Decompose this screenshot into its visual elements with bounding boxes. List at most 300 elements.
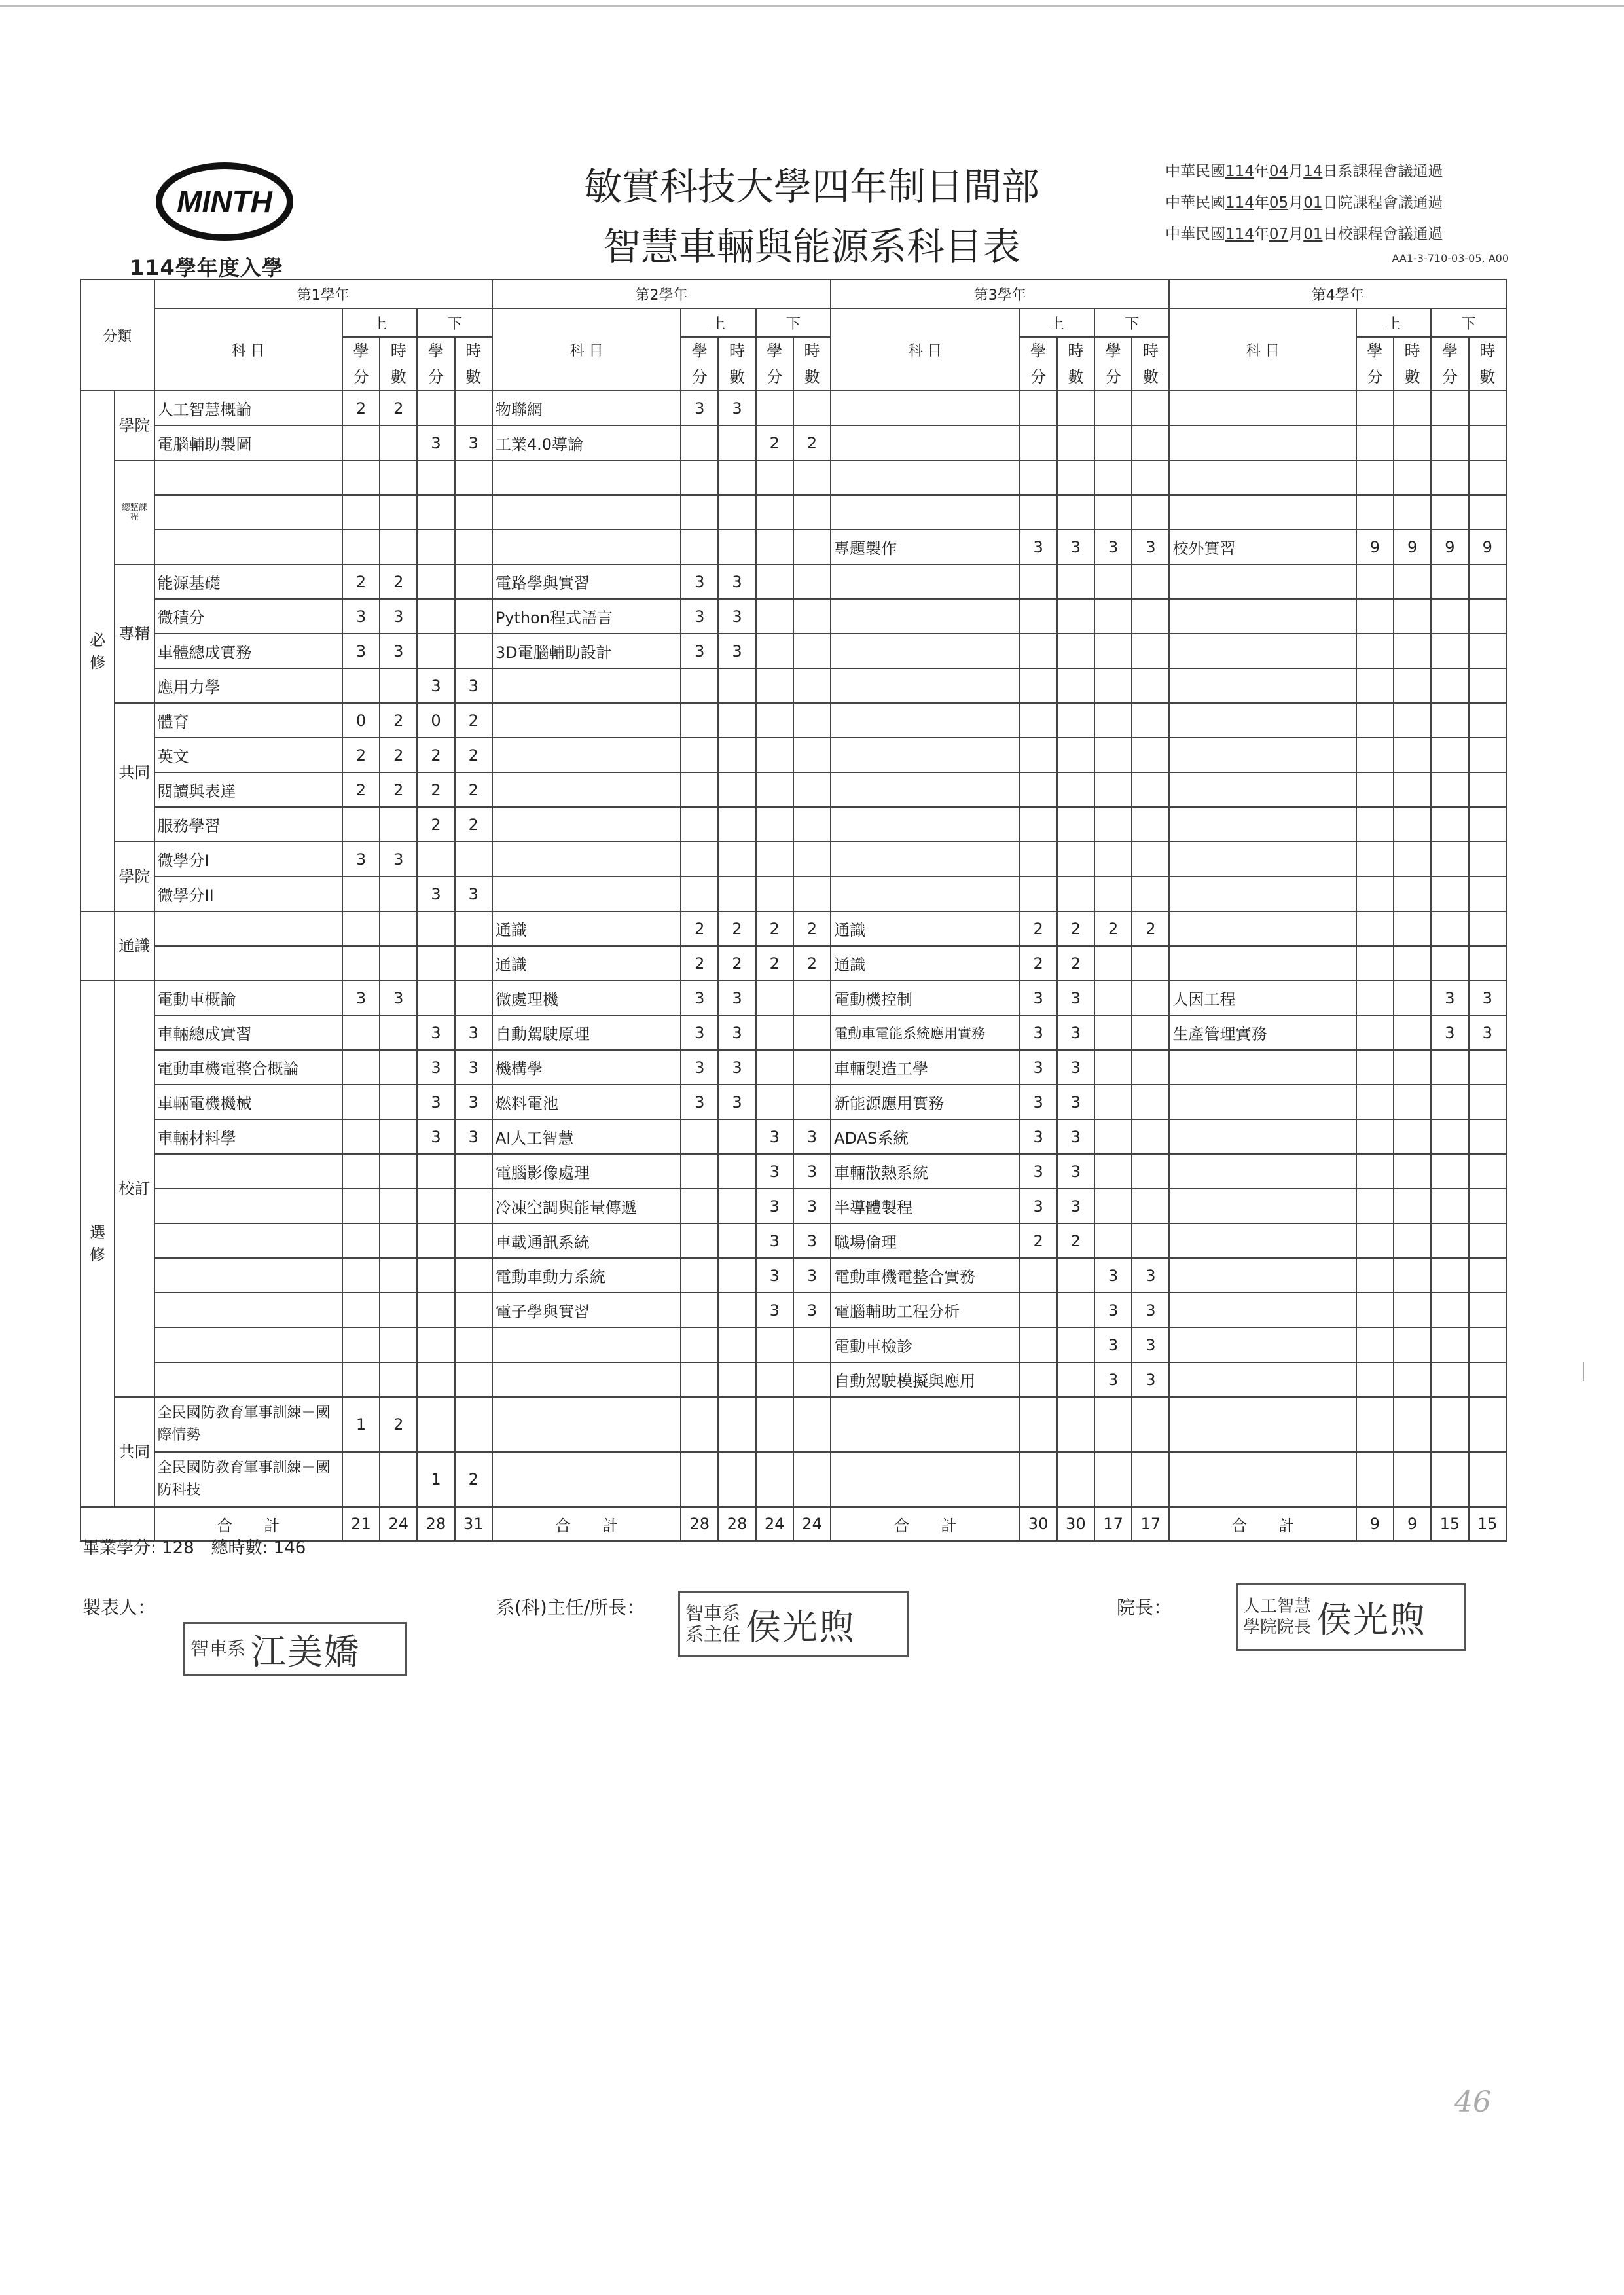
credit-header: 學 分	[756, 337, 793, 391]
chair-stamp-title: 智車系 系主任	[685, 1602, 741, 1645]
hours-cell	[718, 425, 755, 460]
total-cell: 9	[1394, 1507, 1431, 1541]
total-cell: 15	[1469, 1507, 1507, 1541]
credit-cell: 3	[1094, 1293, 1132, 1328]
course-name: 電動車機電整合實務	[831, 1258, 1019, 1293]
hours-cell: 3	[1132, 1362, 1169, 1397]
hours-cell: 3	[380, 634, 417, 668]
hours-cell: 2	[380, 1397, 417, 1452]
credit-cell: 3	[417, 1050, 454, 1085]
maker-stamp-name: 江美嬌	[251, 1631, 361, 1672]
hours-cell	[1057, 1293, 1094, 1328]
hours-cell: 2	[380, 772, 417, 807]
hours-cell: 2	[455, 772, 492, 807]
course-name: ADAS系統	[831, 1119, 1019, 1154]
hours-cell	[380, 1015, 417, 1050]
hours-cell	[793, 1085, 831, 1119]
hours-cell	[718, 1154, 755, 1189]
elective-category: 選修	[81, 981, 115, 1507]
credit-cell: 3	[1019, 530, 1056, 564]
credit-cell: 2	[342, 391, 380, 425]
hours-cell	[1132, 1015, 1169, 1050]
minth-logo	[156, 162, 293, 241]
credit-header: 學 分	[1356, 337, 1394, 391]
common-subcategory: 共同	[115, 703, 154, 842]
hours-cell	[380, 807, 417, 842]
subject-header: 科 目	[831, 308, 1019, 391]
credit-cell: 3	[681, 981, 718, 1015]
course-name: 冷凍空調與能量傳遞	[492, 1189, 681, 1223]
chair-label: 系(科)主任/所長：	[496, 1597, 645, 1618]
course-name: 物聯網	[492, 391, 681, 425]
credit-cell	[681, 1119, 718, 1154]
course-name: AI人工智慧	[492, 1119, 681, 1154]
hours-cell	[718, 1189, 755, 1223]
college-subcategory: 學院	[115, 391, 154, 460]
course-name: 閱讀與表達	[154, 772, 342, 807]
credit-header: 學 分	[342, 337, 380, 391]
course-name: Python程式語言	[492, 599, 681, 634]
hours-cell	[455, 1397, 492, 1452]
hours-cell	[793, 634, 831, 668]
page-number: 46	[1454, 2086, 1491, 2119]
hours-cell: 3	[1057, 1050, 1094, 1085]
hours-cell	[380, 668, 417, 703]
year-1-header: 第1學年	[154, 280, 492, 308]
credit-cell	[1019, 1362, 1056, 1397]
hours-cell	[718, 1258, 755, 1293]
credit-cell: 9	[1356, 530, 1394, 564]
table-row	[81, 634, 1506, 668]
upper-semester: 上	[1019, 308, 1094, 337]
credit-cell: 2	[756, 946, 793, 981]
course-name: 人因工程	[1169, 981, 1356, 1015]
elective-common-subcategory: 共同	[115, 1397, 154, 1507]
course-table	[80, 279, 1507, 1542]
lower-semester: 下	[756, 308, 831, 337]
hours-cell: 3	[1469, 981, 1507, 1015]
hours-cell	[1132, 1119, 1169, 1154]
credit-cell	[756, 634, 793, 668]
hours-cell	[1057, 1258, 1094, 1293]
micro-credit-subcategory: 學院	[115, 842, 154, 911]
hours-cell	[718, 1293, 755, 1328]
table-row	[81, 495, 1506, 530]
header-row-years	[81, 280, 1506, 308]
approval-notes	[1165, 156, 1545, 250]
credit-cell: 2	[756, 425, 793, 460]
credit-header: 學 分	[417, 337, 454, 391]
course-name: 電動車機電整合概論	[154, 1050, 342, 1085]
course-name: 電子學與實習	[492, 1293, 681, 1328]
credit-cell: 3	[1094, 1328, 1132, 1362]
hours-cell: 3	[455, 1015, 492, 1050]
credit-cell	[417, 981, 454, 1015]
table-row	[81, 981, 1506, 1015]
hours-header: 時 數	[380, 337, 417, 391]
hours-header: 時 數	[1132, 337, 1169, 391]
total-cell: 17	[1094, 1507, 1132, 1541]
hours-cell	[455, 981, 492, 1015]
school-subcategory: 校訂	[115, 981, 154, 1397]
table-row	[81, 772, 1506, 807]
credit-cell: 2	[1094, 911, 1132, 946]
subject-header: 科 目	[1169, 308, 1356, 391]
year-2-header: 第2學年	[492, 280, 831, 308]
dean-label: 院長：	[1117, 1597, 1172, 1618]
course-name: 半導體製程	[831, 1189, 1019, 1223]
hours-cell: 3	[718, 634, 755, 668]
credit-cell: 3	[1019, 1050, 1056, 1085]
credit-cell	[681, 1258, 718, 1293]
hours-cell	[380, 1085, 417, 1119]
credit-cell	[342, 1085, 380, 1119]
hours-cell: 3	[1057, 1189, 1094, 1223]
credit-cell: 3	[1094, 530, 1132, 564]
hours-cell: 3	[1057, 1154, 1094, 1189]
upper-semester: 上	[1356, 308, 1432, 337]
credit-cell	[417, 564, 454, 599]
total-cell: 30	[1057, 1507, 1094, 1541]
course-name: 電腦影像處理	[492, 1154, 681, 1189]
course-name: 電腦輔助製圖	[154, 425, 342, 460]
course-name: 車輛製造工學	[831, 1050, 1019, 1085]
upper-semester: 上	[342, 308, 418, 337]
logo-text: MINTH	[177, 185, 272, 219]
hours-cell: 3	[455, 425, 492, 460]
hours-cell	[1057, 1362, 1094, 1397]
hours-cell	[380, 1050, 417, 1085]
credit-cell: 3	[756, 1154, 793, 1189]
hours-cell: 9	[1394, 530, 1431, 564]
hours-cell: 3	[1057, 1085, 1094, 1119]
hours-cell: 3	[718, 1015, 755, 1050]
hours-cell	[455, 634, 492, 668]
table-row	[81, 599, 1506, 634]
course-name: 車輛電機機械	[154, 1085, 342, 1119]
hours-header: 時 數	[793, 337, 831, 391]
credit-cell: 3	[417, 668, 454, 703]
hours-cell	[1132, 1050, 1169, 1085]
course-name: 通識	[492, 911, 681, 946]
credit-cell	[1019, 1293, 1056, 1328]
credit-cell: 3	[1094, 1258, 1132, 1293]
course-name: 微學分II	[154, 876, 342, 911]
year-3-header: 第3學年	[831, 280, 1169, 308]
hours-cell: 3	[455, 876, 492, 911]
table-row	[81, 842, 1506, 876]
hours-header: 時 數	[718, 337, 755, 391]
credit-cell	[417, 1397, 454, 1452]
table-row	[81, 1154, 1506, 1189]
hours-cell: 2	[380, 564, 417, 599]
course-name: 服務學習	[154, 807, 342, 842]
credit-cell	[342, 668, 380, 703]
total-cell: 9	[1356, 1507, 1394, 1541]
credit-cell	[342, 425, 380, 460]
hours-cell: 2	[1057, 946, 1094, 981]
hours-cell: 3	[1132, 1328, 1169, 1362]
course-name: 工業4.0導論	[492, 425, 681, 460]
total-label: 合 計	[831, 1507, 1019, 1541]
credit-cell	[1094, 1050, 1132, 1085]
hours-cell: 3	[380, 842, 417, 876]
course-name: 電動車動力系統	[492, 1258, 681, 1293]
credit-cell: 2	[417, 772, 454, 807]
credit-cell: 3	[681, 564, 718, 599]
course-name: 車輛總成實習	[154, 1015, 342, 1050]
hours-cell: 3	[718, 981, 755, 1015]
hours-cell: 2	[380, 391, 417, 425]
capstone-subcategory: 總整課程	[115, 460, 154, 564]
credit-cell	[342, 807, 380, 842]
credit-cell: 2	[1019, 911, 1056, 946]
credit-cell: 3	[1019, 1085, 1056, 1119]
credit-cell: 2	[681, 911, 718, 946]
course-name: 微學分I	[154, 842, 342, 876]
table-row	[81, 564, 1506, 599]
total-label: 合 計	[1169, 1507, 1356, 1541]
credit-cell: 2	[681, 946, 718, 981]
total-cell: 24	[756, 1507, 793, 1541]
hours-cell: 2	[455, 703, 492, 738]
credit-cell: 3	[756, 1223, 793, 1258]
table-row	[81, 876, 1506, 911]
hours-cell: 3	[455, 1119, 492, 1154]
credit-cell: 2	[342, 738, 380, 772]
credit-cell	[1094, 1154, 1132, 1189]
hours-cell: 2	[1057, 1223, 1094, 1258]
hours-cell: 3	[793, 1258, 831, 1293]
course-name: 自動駕駛模擬與應用	[831, 1362, 1019, 1397]
hours-header: 時 數	[1469, 337, 1507, 391]
credit-cell: 3	[1431, 1015, 1468, 1050]
table-row	[81, 668, 1506, 703]
hours-cell	[718, 1119, 755, 1154]
credit-header: 學 分	[1094, 337, 1132, 391]
hours-cell: 3	[793, 1154, 831, 1189]
specialty-subcategory: 專精	[115, 564, 154, 703]
course-name: 應用力學	[154, 668, 342, 703]
credit-cell: 2	[417, 807, 454, 842]
course-name: 電腦輔助工程分析	[831, 1293, 1019, 1328]
required-category: 必修	[81, 391, 115, 911]
lower-semester: 下	[1094, 308, 1170, 337]
total-cell: 21	[342, 1507, 380, 1541]
hours-cell	[793, 564, 831, 599]
credit-cell	[756, 599, 793, 634]
total-label: 合 計	[154, 1507, 342, 1541]
table-row	[81, 1223, 1506, 1258]
credit-cell: 3	[681, 599, 718, 634]
hours-cell	[718, 1223, 755, 1258]
hours-cell: 3	[1057, 1015, 1094, 1050]
credit-cell	[342, 876, 380, 911]
table-row	[81, 1258, 1506, 1293]
credit-cell: 3	[342, 842, 380, 876]
credit-cell: 9	[1431, 530, 1468, 564]
table-row	[81, 460, 1506, 495]
course-name: 自動駕駛原理	[492, 1015, 681, 1050]
credit-cell: 3	[417, 1119, 454, 1154]
credit-cell	[756, 1050, 793, 1085]
hours-cell	[1132, 946, 1169, 981]
table-row	[81, 1293, 1506, 1328]
table-row	[81, 1050, 1506, 1085]
credit-cell: 2	[342, 564, 380, 599]
course-name: 機構學	[492, 1050, 681, 1085]
hours-cell	[1057, 1328, 1094, 1362]
hours-cell	[455, 564, 492, 599]
course-name: 專題製作	[831, 530, 1019, 564]
table-row	[81, 1119, 1506, 1154]
credit-cell	[1094, 1015, 1132, 1050]
hours-cell: 3	[793, 1223, 831, 1258]
credit-header: 學 分	[681, 337, 718, 391]
hours-cell: 2	[455, 807, 492, 842]
course-name: 微積分	[154, 599, 342, 634]
course-name: 車輛散熱系統	[831, 1154, 1019, 1189]
approval-line-1: 中華民國114年04月14日系課程會議通過	[1165, 163, 1443, 180]
table-row	[81, 1189, 1506, 1223]
hours-cell: 2	[380, 703, 417, 738]
credit-cell: 3	[417, 425, 454, 460]
credit-cell: 1	[342, 1397, 380, 1452]
approval-line-2: 中華民國114年05月01日院課程會議通過	[1165, 194, 1443, 211]
lower-semester: 下	[417, 308, 492, 337]
hours-cell: 2	[793, 911, 831, 946]
hours-cell	[1394, 1015, 1431, 1050]
credit-cell	[756, 981, 793, 1015]
dean-stamp-title: 人工智慧 學院院長	[1243, 1597, 1312, 1637]
hours-cell: 3	[1132, 530, 1169, 564]
course-name: 校外實習	[1169, 530, 1356, 564]
hours-cell	[380, 1452, 417, 1507]
course-name: 生產管理實務	[1169, 1015, 1356, 1050]
credit-cell	[756, 1085, 793, 1119]
hours-cell: 3	[1469, 1015, 1507, 1050]
subject-header: 科 目	[492, 308, 681, 391]
year-4-header: 第4學年	[1169, 280, 1506, 308]
top-border-line	[0, 5, 1624, 7]
course-name: 電路學與實習	[492, 564, 681, 599]
credit-cell: 1	[417, 1452, 454, 1507]
hours-cell	[1394, 981, 1431, 1015]
credit-cell	[756, 391, 793, 425]
credit-cell	[342, 1119, 380, 1154]
credit-cell: 3	[342, 634, 380, 668]
hours-cell: 3	[455, 1085, 492, 1119]
hours-cell: 3	[718, 599, 755, 634]
course-name: 通識	[831, 911, 1019, 946]
chair-stamp-name: 侯光煦	[746, 1606, 856, 1648]
hours-cell: 3	[793, 1293, 831, 1328]
hours-cell	[455, 391, 492, 425]
hours-cell	[1132, 1085, 1169, 1119]
table-row	[81, 738, 1506, 772]
hours-cell: 3	[718, 391, 755, 425]
table-row	[81, 391, 1506, 425]
table-row	[81, 946, 1506, 981]
maker-stamp-dept: 智車系	[190, 1638, 246, 1659]
course-name: 英文	[154, 738, 342, 772]
credit-cell	[1094, 1085, 1132, 1119]
credit-cell	[342, 1015, 380, 1050]
credit-cell: 3	[342, 599, 380, 634]
course-name: 全民國防教育軍事訓練－國際情勢	[154, 1397, 342, 1452]
hours-cell: 2	[718, 946, 755, 981]
table-row	[81, 1397, 1506, 1452]
table-row	[81, 530, 1506, 564]
course-name: 電動車概論	[154, 981, 342, 1015]
credit-cell: 2	[417, 738, 454, 772]
course-name: 車體總成實務	[154, 634, 342, 668]
table-row	[81, 1452, 1506, 1507]
hours-cell: 3	[380, 599, 417, 634]
general-education-subcategory: 通識	[115, 911, 154, 981]
credit-cell: 2	[756, 911, 793, 946]
hours-cell: 2	[1057, 911, 1094, 946]
credit-cell: 3	[1019, 1015, 1056, 1050]
table-row	[81, 1362, 1506, 1397]
credit-cell	[417, 634, 454, 668]
credit-cell: 3	[756, 1119, 793, 1154]
credit-cell	[1094, 946, 1132, 981]
table-row	[81, 807, 1506, 842]
credit-header: 學 分	[1431, 337, 1468, 391]
total-cell: 24	[793, 1507, 831, 1541]
credit-cell: 3	[1019, 1119, 1056, 1154]
credit-cell: 3	[681, 391, 718, 425]
scan-edge-mark	[1583, 1362, 1584, 1381]
total-cell: 15	[1431, 1507, 1468, 1541]
credit-header: 學 分	[1019, 337, 1056, 391]
course-name: 體育	[154, 703, 342, 738]
total-cell: 28	[417, 1507, 454, 1541]
upper-semester: 上	[681, 308, 756, 337]
credit-cell	[417, 391, 454, 425]
credit-cell: 3	[1019, 981, 1056, 1015]
credit-cell: 3	[1019, 1189, 1056, 1223]
credit-cell	[1019, 1328, 1056, 1362]
credit-cell	[756, 564, 793, 599]
hours-cell	[455, 599, 492, 634]
credit-cell	[681, 1293, 718, 1328]
credit-cell: 3	[342, 981, 380, 1015]
credit-cell	[1094, 1119, 1132, 1154]
credit-cell	[1356, 1015, 1394, 1050]
credit-cell: 3	[756, 1258, 793, 1293]
credit-cell: 2	[342, 772, 380, 807]
credit-cell	[681, 1223, 718, 1258]
hours-cell: 2	[793, 946, 831, 981]
credit-cell: 0	[342, 703, 380, 738]
credit-cell	[681, 1154, 718, 1189]
hours-cell: 2	[455, 1452, 492, 1507]
hours-header: 時 數	[1394, 337, 1431, 391]
hours-cell: 2	[718, 911, 755, 946]
hours-cell: 3	[793, 1189, 831, 1223]
credit-cell: 3	[1431, 981, 1468, 1015]
course-name: 電動車電能系統應用實務	[831, 1015, 1019, 1050]
hours-header: 時 數	[1057, 337, 1094, 391]
dean-stamp	[1236, 1583, 1466, 1651]
approval-line-3: 中華民國114年07月01日校課程會議通過	[1165, 226, 1443, 243]
entry-year: 114學年度入學	[130, 255, 283, 280]
subject-header: 科 目	[154, 308, 342, 391]
credit-cell: 0	[417, 703, 454, 738]
table-row	[81, 1085, 1506, 1119]
